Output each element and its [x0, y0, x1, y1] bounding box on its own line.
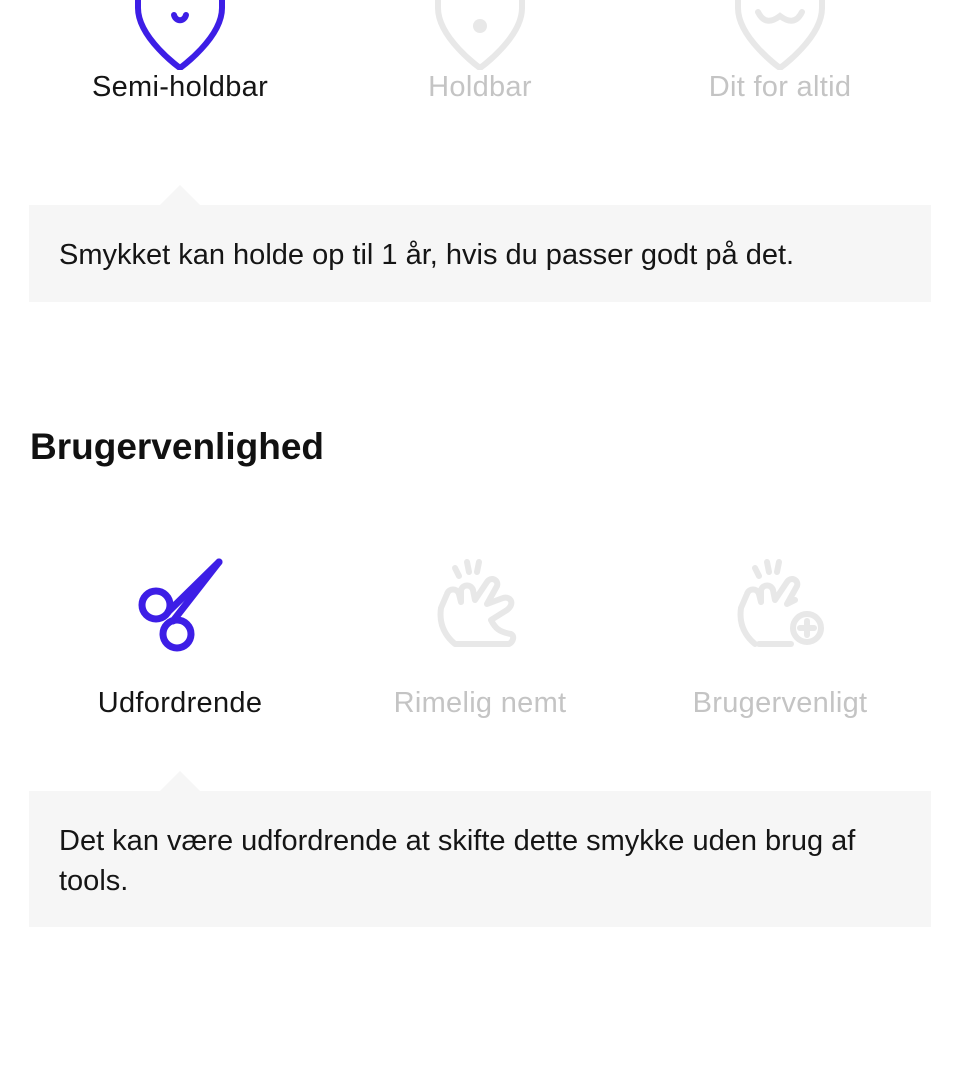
- option-brugervenligt[interactable]: [630, 550, 930, 720]
- shield-icon: [125, 0, 235, 70]
- usability-options: [30, 550, 930, 720]
- hand-pinch-icon: [425, 550, 535, 660]
- durability-description-box: [29, 205, 931, 302]
- option-udfordrende[interactable]: [30, 550, 330, 720]
- option-label: Dit for altid: [708, 71, 852, 103]
- option-rimelig-nemt[interactable]: [330, 550, 630, 720]
- clamp-tool-icon: [125, 550, 235, 660]
- option-label: Udfordrende: [97, 687, 263, 719]
- option-label: Rimelig nemt: [393, 687, 567, 719]
- usability-description: Det kan være udfordrende at skifte dette smykke uden brug af tools.: [59, 825, 856, 897]
- shield-heart-icon: [725, 0, 835, 70]
- durability-description: Smykket kan holde op til 1 år, hvis du passer godt på det.: [59, 239, 795, 271]
- option-holdbar[interactable]: [330, 0, 630, 104]
- usability-description-box: [29, 791, 931, 927]
- pointer-arrow: [160, 185, 200, 205]
- option-semi-holdbar[interactable]: [30, 0, 330, 104]
- hand-pinch-plus-icon: [725, 550, 835, 660]
- pointer-arrow: [160, 771, 200, 791]
- durability-options: [30, 0, 930, 104]
- option-label: Semi-holdbar: [91, 71, 269, 103]
- option-dit-for-altid[interactable]: [630, 0, 930, 104]
- option-label: Brugervenligt: [692, 687, 868, 719]
- section-heading-brugervenlighed: Brugervenlighed: [30, 426, 324, 467]
- shield-dot-icon: [425, 0, 535, 70]
- option-label: Holdbar: [428, 71, 532, 103]
